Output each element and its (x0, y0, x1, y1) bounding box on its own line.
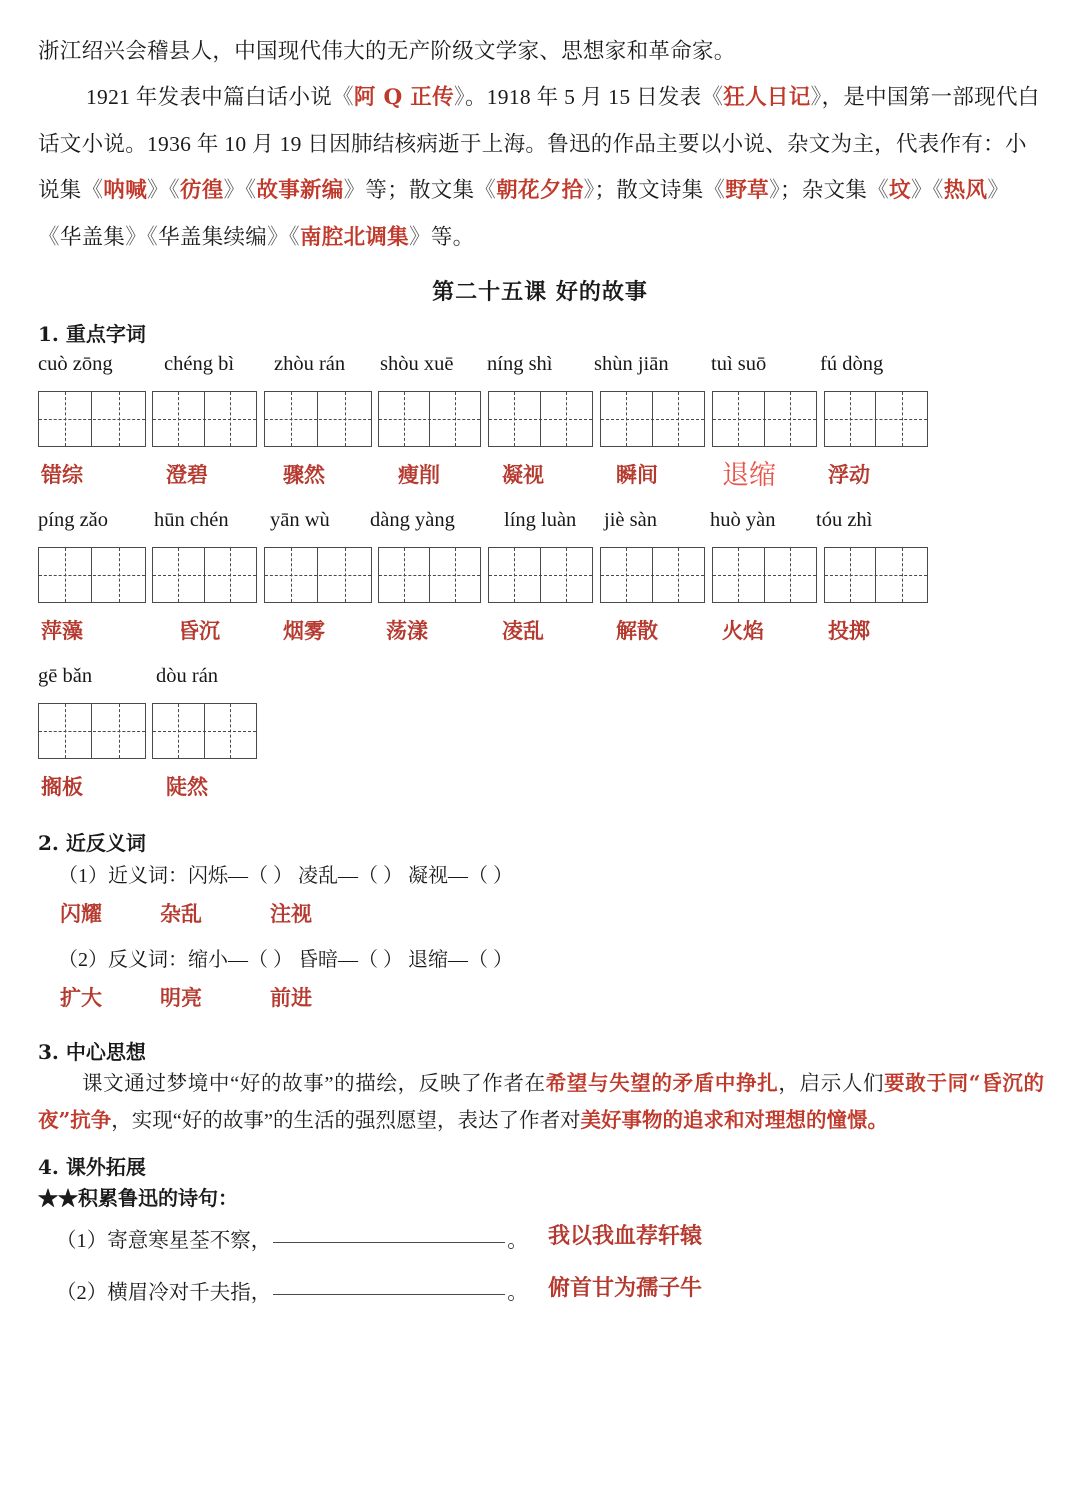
writing-grid-box[interactable] (38, 703, 146, 759)
writing-grid-box[interactable] (712, 547, 817, 603)
grid-cell[interactable] (39, 392, 92, 446)
book-bracket-open: 《 (332, 85, 354, 109)
writing-grid-box[interactable] (824, 391, 928, 447)
main-idea-text-b: ，启示人们 (778, 1073, 885, 1095)
book-bracket-close: 》 (343, 178, 366, 202)
poem-answer: 我以我血荐轩辕 (548, 1223, 703, 1249)
main-idea-red-1: 希望与失望的矛盾中挣扎 (545, 1071, 779, 1095)
book-bracket-close: 》 (147, 178, 169, 202)
pinyin-row-2 (38, 503, 1080, 547)
book-title-zhaohua: 朝花夕拾 (496, 178, 584, 203)
section-heading-vocabulary: 1. 重点字词 (38, 322, 146, 346)
pinyin-label: yān wù (270, 509, 330, 531)
grid-cell[interactable] (39, 704, 92, 758)
writing-grid-box[interactable] (600, 391, 705, 447)
vocab-answer-word: 投掷 (828, 618, 870, 643)
grid-cell[interactable] (153, 548, 205, 602)
answer-row-3 (38, 765, 1080, 815)
book-bracket-open: 《 (81, 178, 104, 202)
pinyin-label: píng zǎo (38, 509, 109, 531)
pinyin-label: jiè sàn (604, 509, 657, 531)
pinyin-row-3 (38, 659, 1080, 703)
intro-text-b: 。1918 年 5 月 15 日发表 (464, 85, 702, 109)
grid-cell[interactable] (265, 548, 318, 602)
grid-cell[interactable] (653, 548, 705, 602)
writing-grid-box[interactable] (152, 703, 257, 759)
book-bracket-close: 》 (810, 85, 822, 109)
intro-text-f: ；杂文集 (780, 178, 868, 202)
pinyin-label: hūn chén (154, 509, 229, 531)
main-idea-text-a: 课文通过梦境中“好的故事”的描绘，反映了作者在 (82, 1073, 546, 1095)
book-title-nanqiang: 南腔北调集 (299, 225, 409, 250)
grid-cell[interactable] (39, 548, 92, 602)
intro-text-e: ；散文诗集 (594, 178, 704, 202)
grid-cell[interactable] (379, 548, 430, 602)
book-title-fen: 坟 (889, 178, 911, 203)
vocab-answer-word: 错综 (41, 462, 83, 487)
grid-cell[interactable] (153, 704, 205, 758)
intro-text-d: 等；散文集 (365, 178, 475, 202)
main-idea-paragraph (0, 1065, 1080, 1139)
grid-cell[interactable] (153, 392, 205, 446)
book-bracket-close: 》 (910, 178, 933, 202)
book-bracket-close: 》 (223, 178, 246, 202)
worksheet-page (0, 28, 1080, 1504)
intro-section (0, 28, 1080, 261)
pinyin-row-1 (38, 347, 1080, 391)
book-bracket-open: 《 (932, 178, 944, 202)
pinyin-label: tuì suō (711, 353, 767, 375)
answer-word: 注视 (270, 901, 312, 926)
answer-row-2 (38, 609, 1080, 659)
writing-grid-box[interactable] (824, 547, 928, 603)
vocab-answer-word: 骤然 (283, 462, 325, 487)
grid-cell[interactable] (265, 392, 318, 446)
book-bracket-open: 《 (867, 178, 890, 202)
grid-cell[interactable] (765, 548, 817, 602)
grid-cell[interactable] (489, 392, 541, 446)
vocab-answer-word: 火焰 (722, 618, 764, 643)
synonym-answers-1 (0, 894, 1080, 940)
writing-grid-row-1[interactable] (38, 391, 1080, 453)
grid-cell[interactable] (92, 548, 145, 602)
grid-cell[interactable] (430, 392, 481, 446)
grid-cell[interactable] (205, 704, 257, 758)
book-bracket-open: 《 (38, 225, 60, 249)
section-heading-synonyms: 2. 近反义词 (38, 831, 146, 855)
writing-grid-box[interactable] (378, 547, 481, 603)
book-title-nahan: 呐喊 (103, 178, 148, 203)
grid-cell[interactable] (541, 548, 593, 602)
grid-cell[interactable] (825, 548, 876, 602)
vocab-answer-word: 瞬间 (616, 462, 658, 487)
grid-cell[interactable] (318, 392, 371, 446)
vocab-answer-word: 烟雾 (283, 618, 325, 643)
writing-grid-box[interactable] (38, 547, 146, 603)
book-bracket-open: 《 (474, 178, 497, 202)
intro-paragraph-2 (38, 74, 1040, 261)
antonym-answers-2 (0, 978, 1080, 1024)
grid-cell[interactable] (653, 392, 705, 446)
main-idea-text-c: ，实现“好的故事”的生活的强烈愿望，表达了作者对 (111, 1110, 581, 1132)
pinyin-label: dàng yàng (370, 509, 455, 531)
fill-in-blank-line[interactable] (273, 1241, 505, 1243)
grid-cell[interactable] (92, 392, 145, 446)
writing-grid-box[interactable] (152, 391, 257, 447)
book-title-refeng: 热风 (943, 178, 988, 203)
extension-prompt: ★★积累鲁迅的诗句： (38, 1186, 238, 1210)
grid-cell[interactable] (318, 548, 371, 602)
writing-grid-row-3[interactable] (38, 703, 1080, 765)
grid-cell[interactable] (430, 548, 481, 602)
book-bracket-close: 》 (453, 85, 465, 109)
poem-answer: 俯首甘为孺子牛 (548, 1275, 703, 1301)
pinyin-label: líng luàn (504, 509, 577, 531)
book-title-huagaiji: 华盖集 (59, 225, 126, 249)
grid-cell[interactable] (205, 548, 257, 602)
book-bracket-close: 》 (987, 178, 1010, 202)
section-heading-extension: 4. 课外拓展 (38, 1155, 146, 1179)
pinyin-label: gē bǎn (38, 665, 93, 687)
book-bracket-open: 《 (701, 85, 724, 109)
grid-cell[interactable] (601, 548, 653, 602)
book-bracket-open: 《 (703, 178, 726, 202)
book-bracket-open: 《 (288, 225, 300, 249)
grid-cell[interactable] (541, 392, 593, 446)
lesson-title: 第二十五课 好的故事 (432, 279, 648, 305)
answer-row-1 (38, 453, 1080, 503)
grid-cell[interactable] (765, 392, 817, 446)
writing-grid-row-2[interactable] (38, 547, 1080, 609)
book-bracket-open: 《 (168, 178, 180, 202)
book-title-gushixinbian: 故事新编 (256, 178, 344, 203)
intro-text-a: 1921 年发表中篇白话小说 (86, 85, 333, 109)
antonym-question-2[interactable] (0, 940, 1080, 978)
vocab-answer-word: 荡漾 (386, 618, 428, 643)
writing-grid-box[interactable] (152, 547, 257, 603)
writing-grid-box[interactable] (264, 391, 372, 447)
pinyin-label: dòu rán (156, 665, 219, 687)
book-bracket-close: 》 (583, 178, 595, 202)
writing-grid-box[interactable] (488, 391, 593, 447)
main-idea-red-3: 美好事物的追求和对理想的憧憬。 (580, 1108, 888, 1132)
vocab-answer-word: 陡然 (166, 774, 208, 799)
book-title-huagaijixubian: 华盖集续编 (158, 225, 268, 249)
answer-word: 闪耀 (60, 901, 102, 926)
pinyin-label: shòu xuē (380, 353, 454, 375)
book-bracket-open: 《 (245, 178, 257, 202)
vocab-answer-word: 瘦削 (398, 462, 440, 487)
answer-word: 扩大 (60, 985, 102, 1010)
writing-grid-box[interactable] (378, 391, 481, 447)
poem-list (0, 1211, 1080, 1315)
poem-question-text: （1）寄意寒星荃不察， 。 (56, 1230, 528, 1252)
intro-text-c: ，是中国第一部现代白话文小说。1936 年 10 月 19 日因肺结核病逝于上海。鲁迅的作品主要以小说、杂文为主，代表作有：小说集 (38, 85, 1040, 202)
pinyin-label: zhòu rán (274, 353, 346, 375)
pinyin-label: fú dòng (820, 353, 884, 375)
vocab-answer-word: 凌乱 (502, 618, 544, 643)
book-bracket-close: 》 (768, 178, 780, 202)
fill-in-blank-line[interactable] (273, 1293, 505, 1295)
book-bracket-close: 》 (267, 225, 289, 249)
book-title-kuangren: 狂人日记 (723, 85, 811, 110)
grid-cell[interactable] (92, 704, 145, 758)
vocab-answer-word: 退缩 (722, 460, 776, 491)
grid-cell[interactable] (205, 392, 257, 446)
vocab-answer-word: 萍藻 (41, 618, 83, 643)
book-title-yecao: 野草 (725, 178, 769, 203)
writing-grid-box[interactable] (600, 547, 705, 603)
section-heading-main-idea: 3. 中心思想 (38, 1040, 146, 1064)
intro-line-1: 浙江绍兴会稽县人，中国现代伟大的无产阶级文学家、思想家和革命家。 (38, 39, 736, 63)
poem-row (0, 1263, 1080, 1315)
writing-grid-box[interactable] (712, 391, 817, 447)
answer-word: 前进 (270, 985, 312, 1010)
antonym-question-2-text: （2）反义词：缩小—（ ） 昏暗—（ ） 退缩—（ ） (58, 949, 513, 971)
grid-cell[interactable] (876, 548, 927, 602)
book-bracket-open: 《 (147, 225, 159, 249)
pinyin-label: tóu zhì (816, 509, 873, 531)
vocab-answer-word: 浮动 (828, 462, 870, 487)
grid-cell[interactable] (713, 548, 765, 602)
book-bracket-close: 》 (125, 225, 148, 249)
answer-word: 明亮 (160, 985, 202, 1010)
vocab-answer-word: 澄碧 (166, 462, 208, 487)
writing-grid-box[interactable] (264, 547, 372, 603)
vocab-answer-word: 凝视 (502, 462, 544, 487)
poem-question-text: （2）横眉冷对千夫指， 。 (56, 1282, 528, 1304)
pinyin-label: huò yàn (710, 509, 776, 531)
pinyin-label: níng shì (487, 353, 553, 375)
vocab-answer-word: 解散 (616, 618, 658, 643)
book-title-panghuang: 彷徨 (179, 178, 224, 203)
grid-cell[interactable] (601, 392, 653, 446)
pinyin-label: chéng bì (164, 353, 235, 375)
answer-word: 杂乱 (160, 901, 202, 926)
writing-grid-box[interactable] (488, 547, 593, 603)
poem-row (0, 1211, 1080, 1263)
book-bracket-close: 》 (409, 225, 431, 249)
grid-cell[interactable] (489, 548, 541, 602)
writing-grid-box[interactable] (38, 391, 146, 447)
main-idea-red-2: 要敢于同“昏沉的夜”抗争 (38, 1071, 1045, 1132)
intro-text-g: 等。 (430, 225, 475, 249)
grid-cell[interactable] (825, 392, 876, 446)
synonym-question-1[interactable] (0, 856, 1080, 894)
grid-cell[interactable] (876, 392, 927, 446)
vocab-block (0, 347, 1080, 815)
book-title-aq: 阿 Q 正传 (353, 85, 454, 110)
synonym-question-1-text: （1）近义词：闪烁—（ ） 凌乱—（ ） 凝视—（ ） (58, 865, 513, 887)
pinyin-label: shùn jiān (594, 353, 669, 375)
vocab-answer-word: 搁板 (41, 774, 83, 799)
pinyin-label: cuò zōng (38, 353, 113, 375)
grid-cell[interactable] (379, 392, 430, 446)
vocab-answer-word: 昏沉 (178, 618, 220, 643)
grid-cell[interactable] (713, 392, 765, 446)
